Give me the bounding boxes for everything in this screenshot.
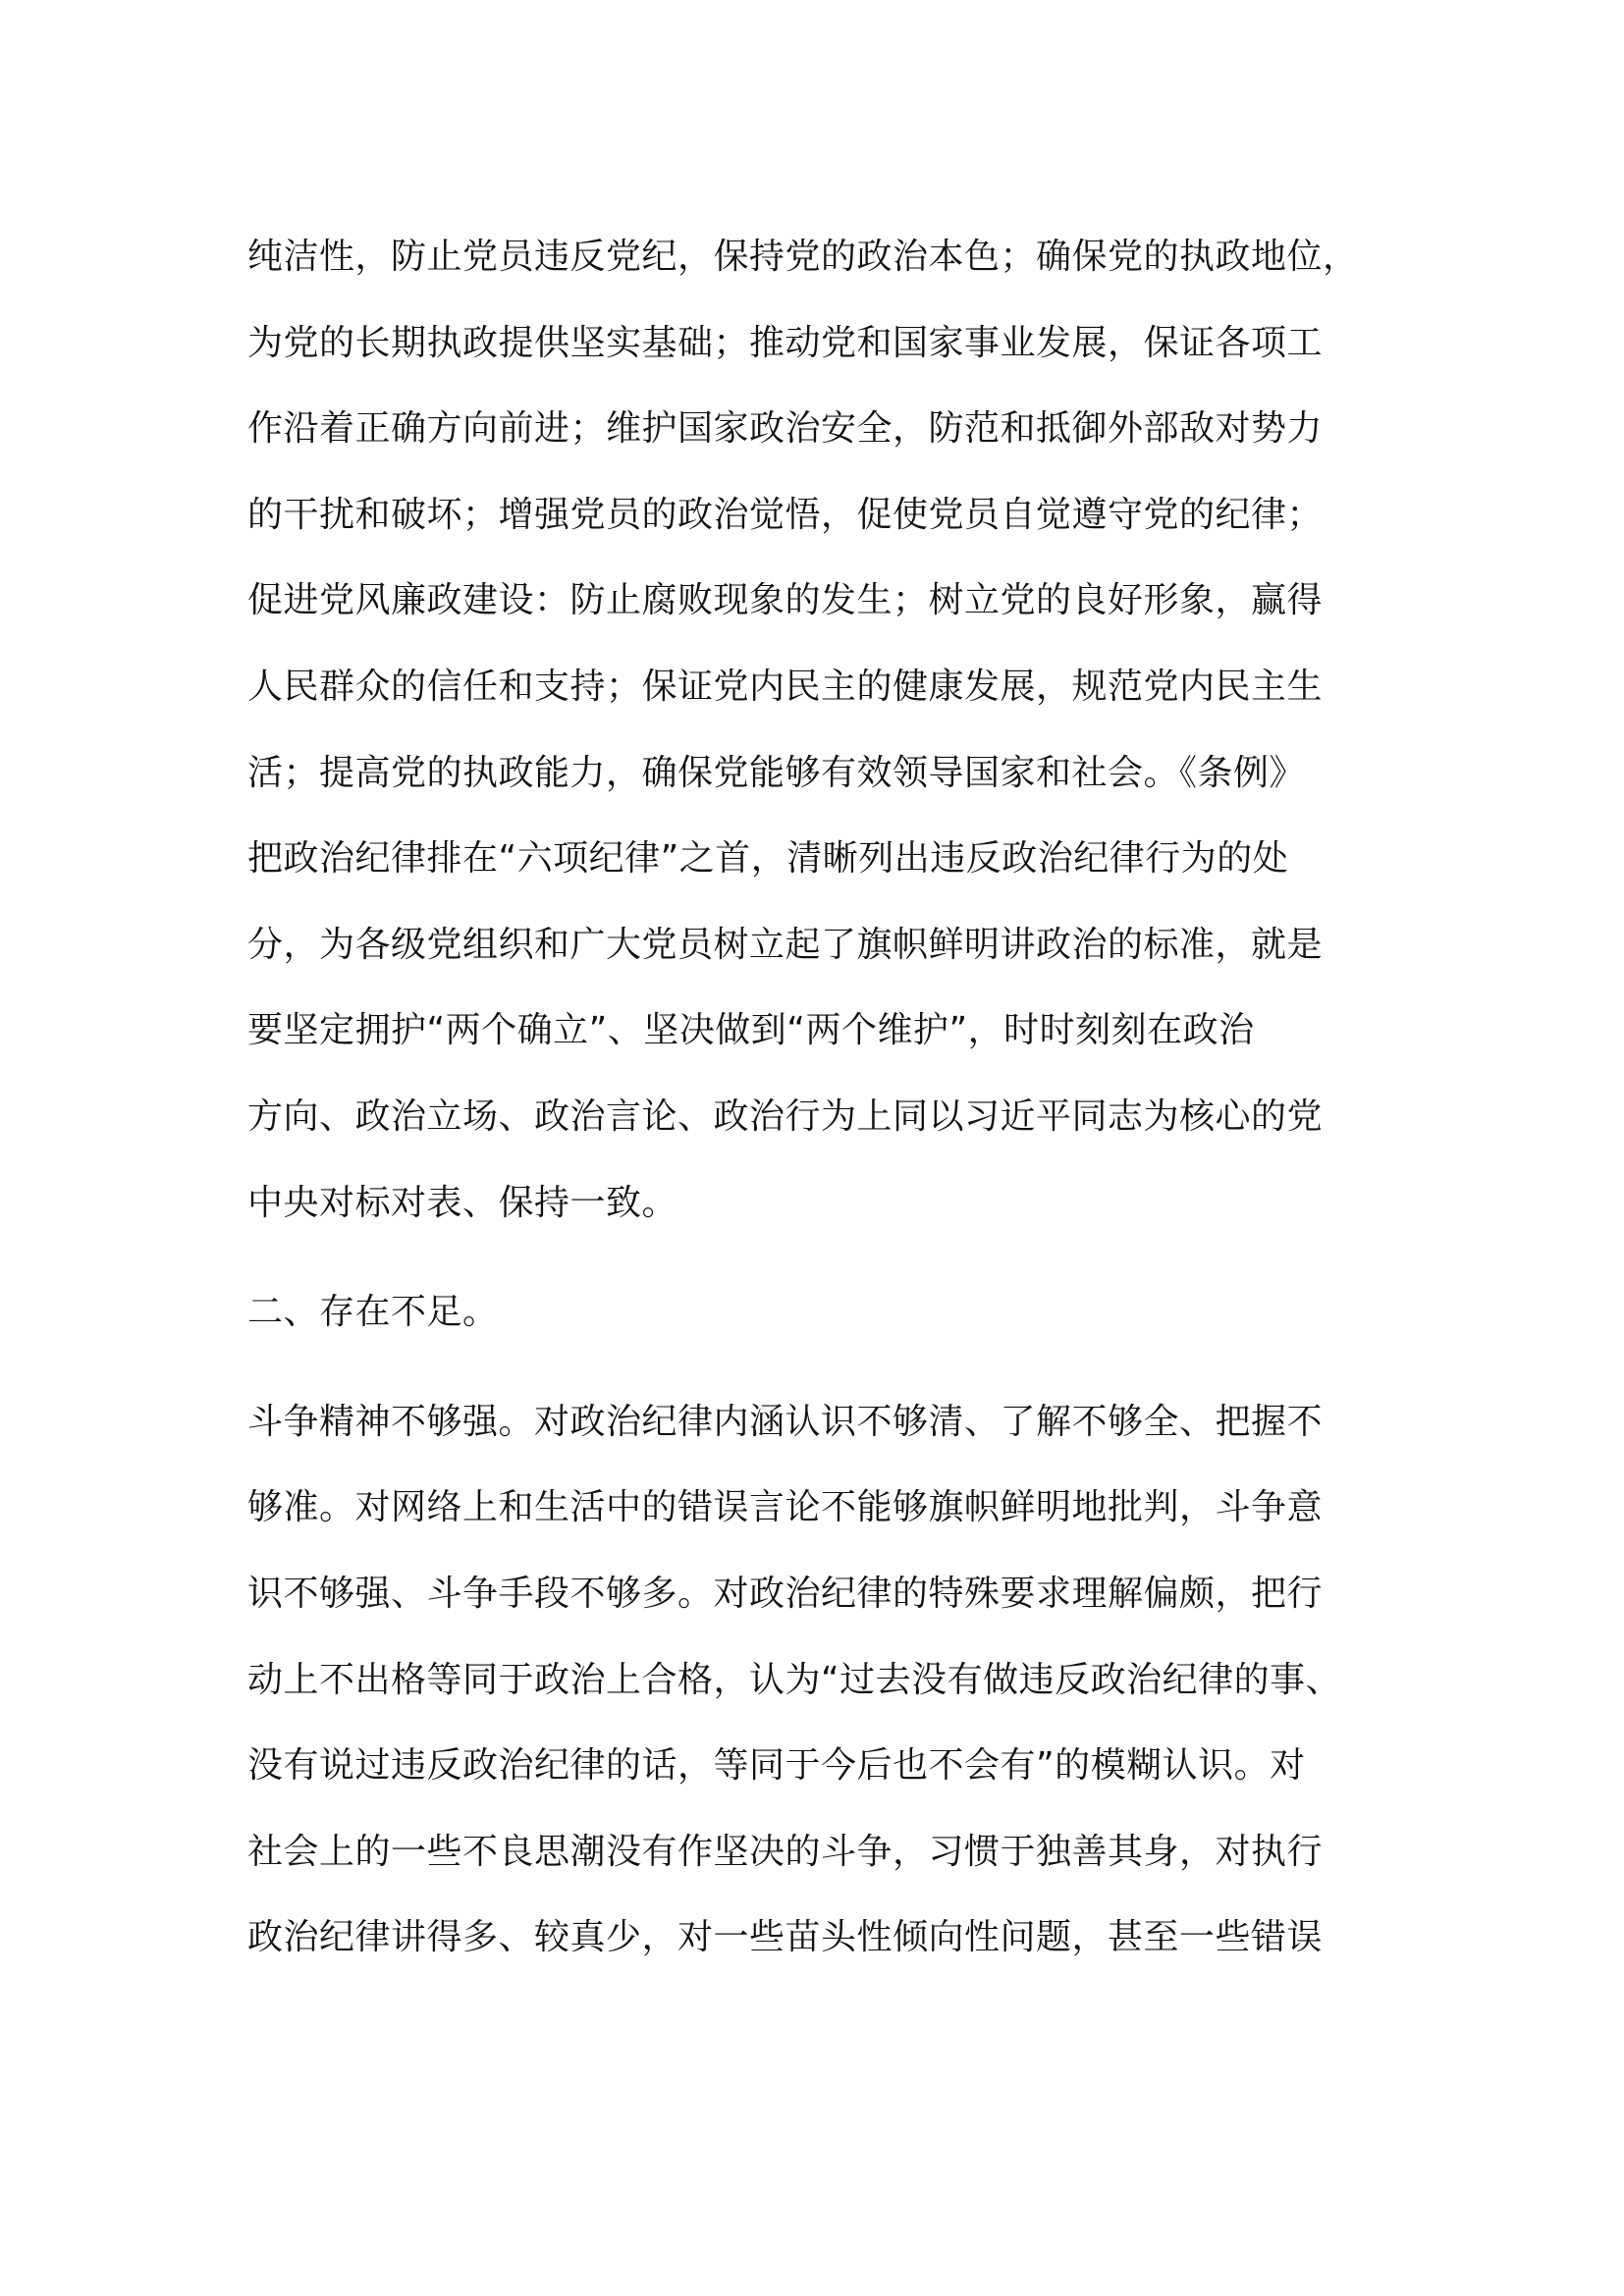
section-heading <box>247 1269 1406 1356</box>
text-line: 没有说过违反政治纪律的话，等同于今后也不会有”的模糊认识。对 <box>247 1745 1306 1787</box>
text-line: 把政治纪律排在“六项纪律”之首，清晰列出违反政治纪律行为的处 <box>247 838 1289 880</box>
text-line: 社会上的一些不良思潮没有作坚决的斗争，习惯于独善其身，对执行 <box>247 1831 1324 1872</box>
text-line: 够准。对网络上和生活中的错误言论不能够旗帜鲜明地批判，斗争意 <box>247 1487 1324 1528</box>
text-line: 政治纪律讲得多、较真少，对一些苗头性倾向性问题，甚至一些错误 <box>247 1917 1324 1958</box>
text-line: 促进党风廉政建设：防止腐败现象的发生；树立党的良好形象，赢得 <box>247 580 1324 621</box>
text-line: 分，为各级党组织和广大党员树立起了旗帜鲜明讲政治的标准，就是 <box>247 924 1324 965</box>
text-line: 活；提高党的执政能力，确保党能够有效领导国家和社会。《条例》 <box>247 752 1306 793</box>
text-line: 要坚定拥护“两个确立”、坚决做到“两个维护”，时时刻刻在政治 <box>247 1010 1255 1051</box>
heading-text: 二、存在不足。 <box>247 1292 499 1333</box>
document-page <box>247 214 1406 1981</box>
text-line: 人民群众的信任和支持；保证党内民主的健康发展，规范党内民主生 <box>247 666 1324 707</box>
text-line: 纯洁性，防止党员违反党纪，保持党的政治本色；确保党的执政地位， <box>247 237 1359 277</box>
text-line: 识不够强、斗争手段不够多。对政治纪律的特殊要求理解偏颇，把行 <box>247 1573 1324 1614</box>
paragraph-1 <box>247 214 1406 1246</box>
paragraph-gap <box>247 1356 1406 1379</box>
text-line: 的干扰和破坏；增强党员的政治觉悟，促使党员自觉遵守党的纪律； <box>247 494 1324 535</box>
text-line: 为党的长期执政提供坚实基础；推动党和国家事业发展，保证各项工 <box>247 322 1324 363</box>
text-line: 动上不出格等同于政治上合格，认为“过去没有做违反政治纪律的事、 <box>247 1659 1342 1700</box>
text-line: 作沿着正确方向前进；维护国家政治安全，防范和抵御外部敌对势力 <box>247 408 1324 450</box>
paragraph-2 <box>247 1379 1406 1981</box>
text-line: 中央对标对表、保持一致。 <box>247 1182 678 1223</box>
paragraph-gap <box>247 1246 1406 1269</box>
text-line: 斗争精神不够强。对政治纪律内涵认识不够清、了解不够全、把握不 <box>247 1401 1324 1442</box>
text-line: 方向、政治立场、政治言论、政治行为上同以习近平同志为核心的党 <box>247 1095 1324 1137</box>
